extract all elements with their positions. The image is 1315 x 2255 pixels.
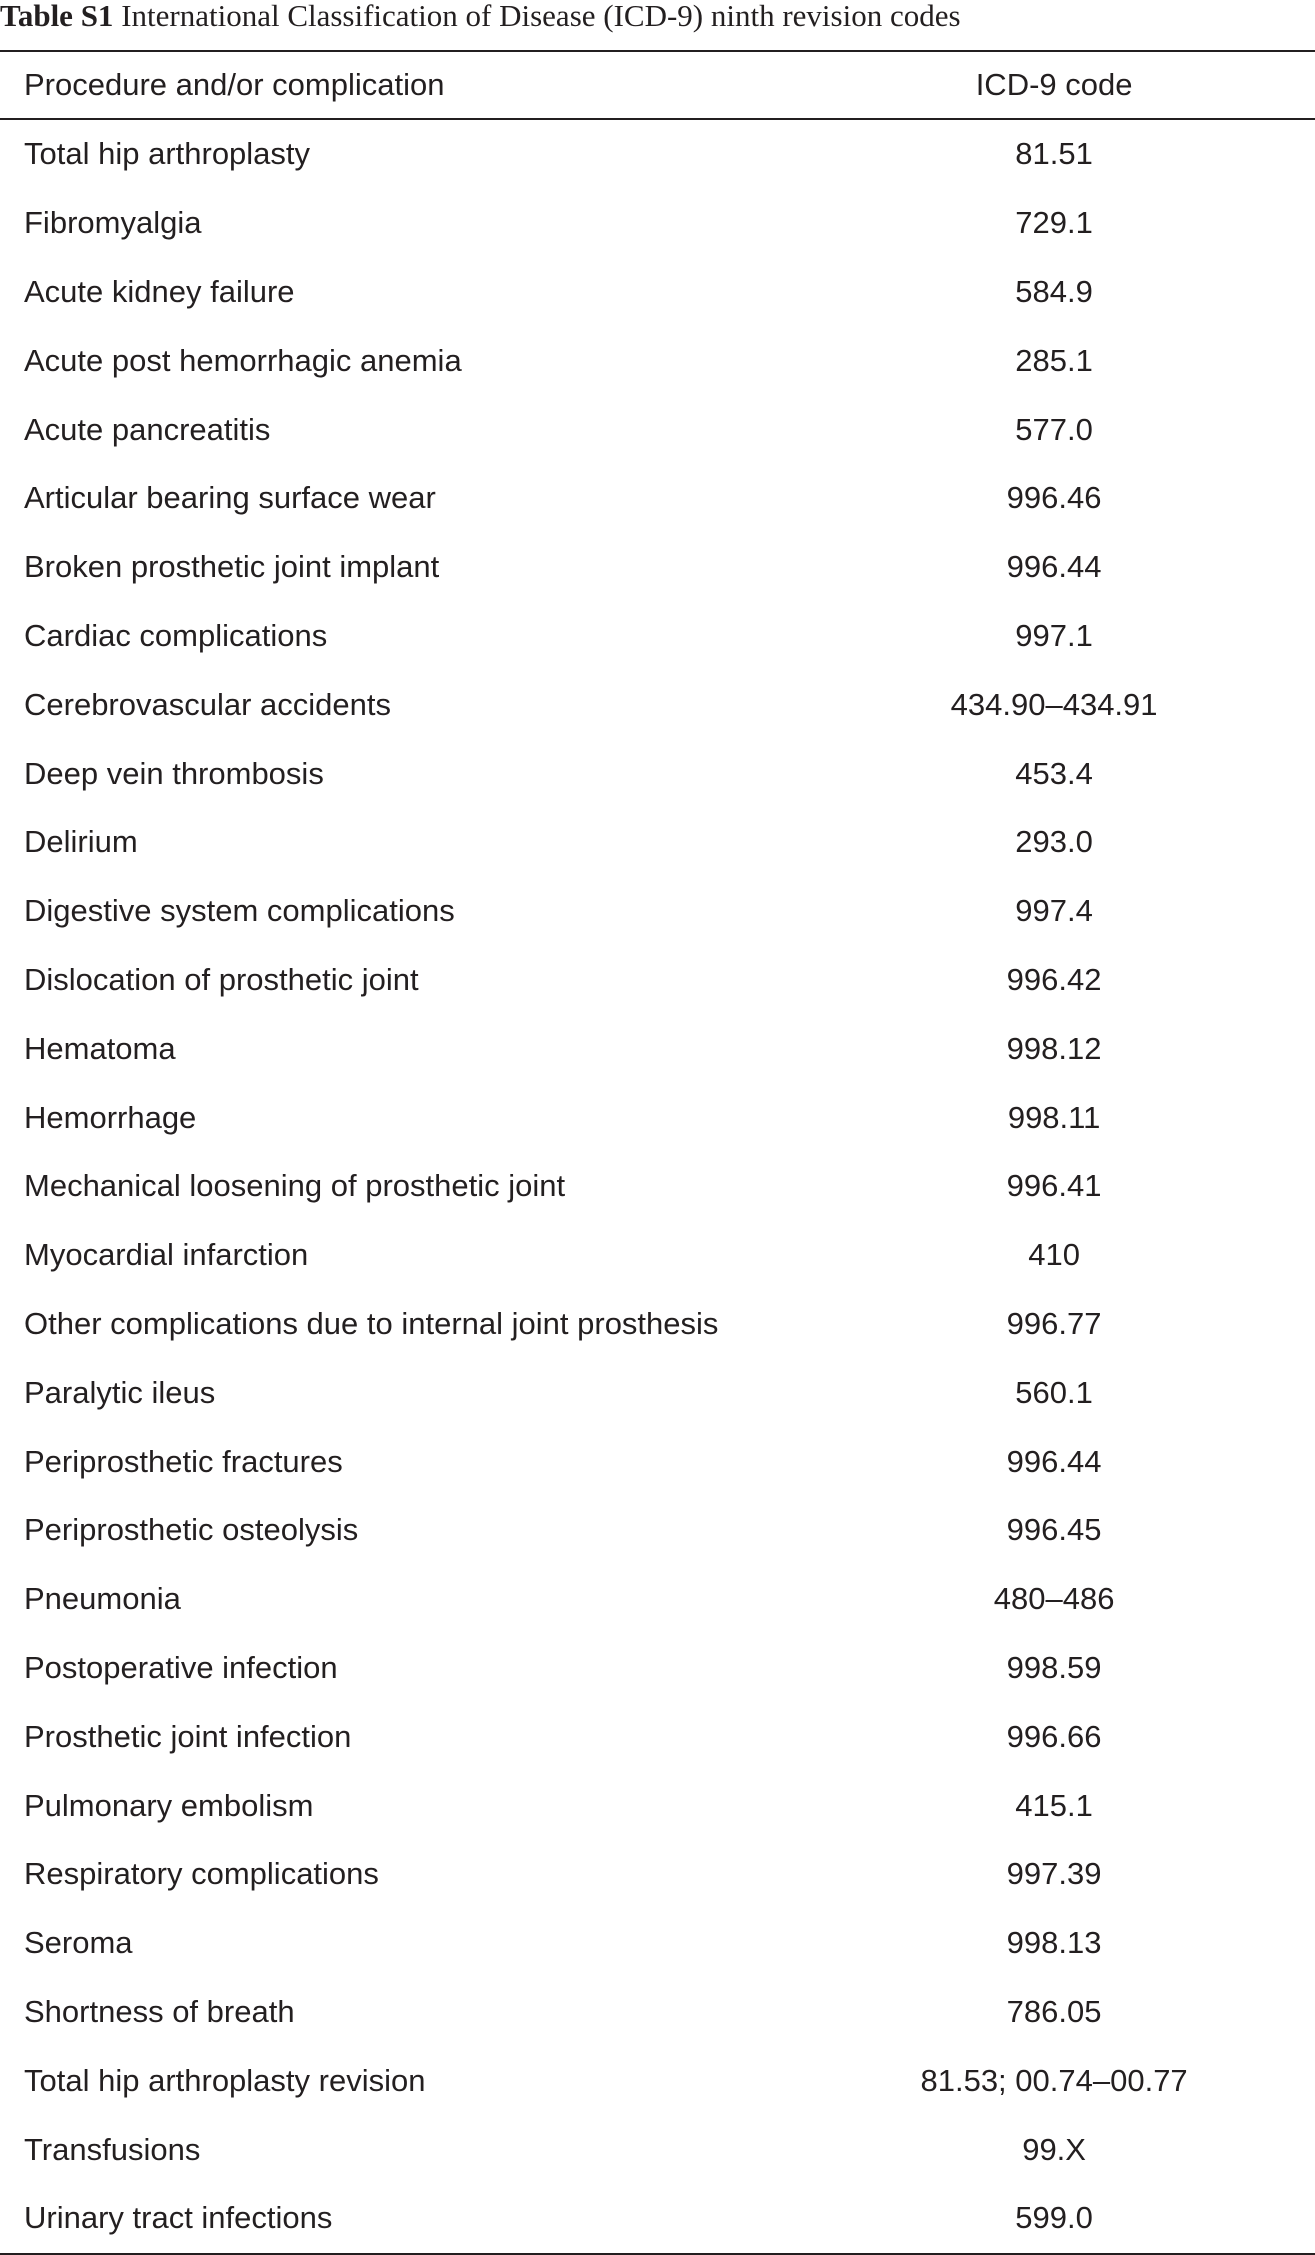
icd9-code-cell: 997.39 xyxy=(1006,1856,1102,1892)
table-row xyxy=(0,1840,1315,1909)
table-row xyxy=(0,464,1315,533)
procedure-cell: Transfusions xyxy=(24,2131,201,2167)
procedure-cell: Acute pancreatitis xyxy=(24,411,271,447)
icd9-code-cell: 81.53; 00.74–00.77 xyxy=(920,2062,1188,2098)
icd9-code-cell: 293.0 xyxy=(1015,824,1093,860)
procedure-cell: Mechanical loosening of prosthetic joint xyxy=(24,1168,566,1204)
procedure-cell: Hematoma xyxy=(24,1030,176,1066)
table-row xyxy=(0,946,1315,1015)
icd9-code-cell: 81.51 xyxy=(1015,136,1093,172)
icd9-code-cell: 599.0 xyxy=(1015,2200,1093,2236)
procedure-cell: Urinary tract infections xyxy=(24,2200,333,2236)
table-row xyxy=(0,602,1315,671)
icd9-code-cell: 786.05 xyxy=(1006,1993,1102,2029)
icd9-code-cell: 996.44 xyxy=(1006,549,1102,585)
table-row xyxy=(0,1014,1315,1083)
icd9-code-cell: 997.4 xyxy=(1015,893,1093,929)
icd9-code-cell: 996.42 xyxy=(1006,961,1102,997)
table-header-row xyxy=(0,52,1315,118)
procedure-cell: Cerebrovascular accidents xyxy=(24,686,392,722)
table-row xyxy=(0,670,1315,739)
icd9-code-cell: 584.9 xyxy=(1015,273,1093,309)
procedure-cell: Seroma xyxy=(24,1925,133,1961)
table-row xyxy=(0,877,1315,946)
table-row xyxy=(0,1496,1315,1565)
icd9-code-cell: 415.1 xyxy=(1015,1787,1093,1823)
table-row xyxy=(0,1978,1315,2047)
icd9-code-cell: 996.45 xyxy=(1006,1512,1102,1548)
icd9-code-cell: 729.1 xyxy=(1015,205,1093,241)
table-caption-text: International Classification of Disease (ICD-9) ninth revision codes xyxy=(113,0,961,33)
procedure-cell: Pneumonia xyxy=(24,1581,181,1617)
icd9-code-cell: 434.90–434.91 xyxy=(950,686,1158,722)
icd9-code-cell: 560.1 xyxy=(1015,1374,1093,1410)
table-bottom-rule xyxy=(0,2253,1315,2255)
procedure-cell: Broken prosthetic joint implant xyxy=(24,549,440,585)
procedure-cell: Other complications due to internal joint prosthesis xyxy=(24,1305,719,1341)
icd9-code-cell: 997.1 xyxy=(1015,617,1093,653)
icd9-code-cell: 996.66 xyxy=(1006,1718,1102,1754)
table-caption xyxy=(0,0,1315,32)
table-row xyxy=(0,2184,1315,2253)
table-row xyxy=(0,533,1315,602)
icd9-code-cell: 998.13 xyxy=(1006,1925,1102,1961)
table-row xyxy=(0,1771,1315,1840)
procedure-cell: Cardiac complications xyxy=(24,617,328,653)
icd9-table xyxy=(0,50,1315,2255)
icd9-code-cell: 996.41 xyxy=(1006,1168,1102,1204)
table-row xyxy=(0,1152,1315,1221)
procedure-cell: Pulmonary embolism xyxy=(24,1787,314,1823)
table-row xyxy=(0,258,1315,327)
table-row xyxy=(0,189,1315,258)
procedure-cell: Prosthetic joint infection xyxy=(24,1718,352,1754)
procedure-cell: Articular bearing surface wear xyxy=(24,480,436,516)
procedure-cell: Respiratory complications xyxy=(24,1856,379,1892)
icd9-code-cell: 998.11 xyxy=(1007,1099,1101,1135)
procedure-cell: Myocardial infarction xyxy=(24,1237,309,1273)
table-row xyxy=(0,1565,1315,1634)
table-row xyxy=(0,2046,1315,2115)
procedure-cell: Shortness of breath xyxy=(24,1993,295,2029)
icd9-code-cell: 410 xyxy=(1028,1237,1080,1273)
table-row xyxy=(0,395,1315,464)
procedure-cell: Postoperative infection xyxy=(24,1649,338,1685)
table-row xyxy=(0,326,1315,395)
procedure-cell: Acute post hemorrhagic anemia xyxy=(24,342,462,378)
procedure-cell: Total hip arthroplasty xyxy=(24,136,311,172)
table-row xyxy=(0,1427,1315,1496)
table-row xyxy=(0,2115,1315,2184)
icd9-code-cell: 996.46 xyxy=(1006,480,1102,516)
table-row xyxy=(0,739,1315,808)
procedure-cell: Periprosthetic osteolysis xyxy=(24,1512,359,1548)
icd9-code-cell: 480–486 xyxy=(993,1581,1115,1617)
procedure-cell: Deep vein thrombosis xyxy=(24,755,324,791)
header-code: ICD-9 code xyxy=(975,67,1133,102)
table-row xyxy=(0,1221,1315,1290)
table-row xyxy=(0,1634,1315,1703)
table-row xyxy=(0,1909,1315,1978)
procedure-cell: Total hip arthroplasty revision xyxy=(24,2062,426,2098)
procedure-cell: Digestive system complications xyxy=(24,893,455,929)
table-row xyxy=(0,120,1315,189)
header-procedure: Procedure and/or complication xyxy=(24,67,445,102)
procedure-cell: Acute kidney failure xyxy=(24,273,295,309)
table-caption-label: Table S1 xyxy=(0,0,114,33)
table-body xyxy=(0,120,1315,2253)
icd9-code-cell: 998.12 xyxy=(1006,1030,1102,1066)
icd9-code-cell: 998.59 xyxy=(1006,1649,1102,1685)
procedure-cell: Hemorrhage xyxy=(24,1099,197,1135)
icd9-code-cell: 99.X xyxy=(1022,2131,1086,2167)
procedure-cell: Dislocation of prosthetic joint xyxy=(24,961,419,997)
icd9-code-cell: 453.4 xyxy=(1015,755,1093,791)
procedure-cell: Fibromyalgia xyxy=(24,205,202,241)
table-row xyxy=(0,808,1315,877)
table-row xyxy=(0,1290,1315,1359)
icd9-code-cell: 996.44 xyxy=(1006,1443,1102,1479)
icd9-code-cell: 577.0 xyxy=(1015,411,1093,447)
icd9-code-cell: 285.1 xyxy=(1015,342,1093,378)
procedure-cell: Delirium xyxy=(24,824,138,860)
icd9-code-cell: 996.77 xyxy=(1006,1305,1102,1341)
procedure-cell: Periprosthetic fractures xyxy=(24,1443,343,1479)
procedure-cell: Paralytic ileus xyxy=(24,1374,216,1410)
table-row xyxy=(0,1358,1315,1427)
table-row xyxy=(0,1083,1315,1152)
table-row xyxy=(0,1702,1315,1771)
